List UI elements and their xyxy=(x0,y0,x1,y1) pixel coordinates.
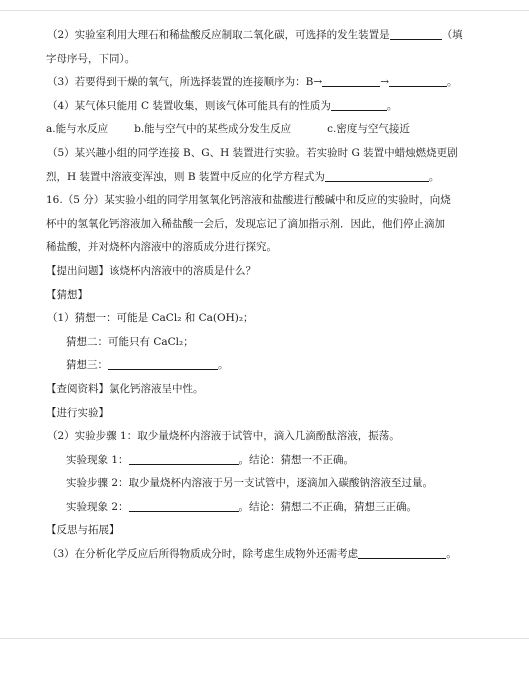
question-3 xyxy=(46,71,478,95)
answer-blank xyxy=(129,499,239,512)
question-16-line-2 xyxy=(46,213,478,237)
question-text: 稀盐酸，并对烧杯内溶液中的溶质成分进行探究。 xyxy=(46,241,277,254)
heading-text: 【查阅资料】氯化钙溶液呈中性。 xyxy=(46,382,204,395)
question-text: （2）实验室利用大理石和稀盐酸反应制取二氧化碳，可选择的发生装置是 xyxy=(47,29,390,41)
page-bottom-rule xyxy=(0,638,529,639)
answer-blank xyxy=(322,74,380,87)
hypothesis-text: （1）猜想一：可能是 CaCl₂ 和 Ca(OH)₂； xyxy=(47,312,254,325)
heading-text: 【进行实验】 xyxy=(46,406,109,419)
page-top-rule xyxy=(0,10,529,11)
reflection-question xyxy=(46,543,478,567)
hypothesis-1 xyxy=(46,307,478,331)
option-a: a.能与水反应 xyxy=(46,123,109,136)
hypothesis-3 xyxy=(46,354,478,378)
phenomenon-text: 实验现象 1： xyxy=(66,453,129,466)
question-text: （5）某兴趣小组的同学连接 B、G、H 装置进行实验。若实验时 G 装置中蜡烛燃烧更剧 xyxy=(47,146,458,159)
question-16-line-1 xyxy=(46,189,478,213)
section-heading-reflection xyxy=(46,519,478,543)
experiment-step-1 xyxy=(46,425,478,449)
step-text: （2）实验步骤 1：取少量烧杯内溶液于试管中，滴入几滴酚酞溶液，振荡。 xyxy=(47,430,400,443)
question-4 xyxy=(46,95,478,119)
section-heading-experiment xyxy=(46,402,478,426)
question-4-options xyxy=(46,118,478,142)
question-text: 字母序号，下同）。 xyxy=(46,52,136,65)
question-text: 。 xyxy=(447,76,458,89)
section-heading-reference xyxy=(46,378,478,402)
answer-blank xyxy=(325,169,429,182)
question-text: （填 xyxy=(441,29,463,41)
question-text: 杯中的氢氧化钙溶液加入稀盐酸一会后，发现忘记了滴加指示剂．因此，他们停止滴加 xyxy=(46,217,445,230)
question-text: （3）若要得到干燥的氧气，所选择装置的连接顺序为：B→ xyxy=(47,76,323,89)
hypothesis-text: 猜想三： xyxy=(66,359,108,372)
question-text: 烈，H 装置中溶液变浑浊，则 B 装置中反应的化学方程式为 xyxy=(46,170,325,183)
answer-blank xyxy=(389,74,447,87)
question-5-line-2 xyxy=(46,166,478,190)
exam-page xyxy=(46,24,478,567)
phenomenon-text: 实验现象 2： xyxy=(66,500,129,513)
hypothesis-2 xyxy=(46,331,478,355)
conclusion-text: 。结论：猜想二不正确，猜想三正确。 xyxy=(238,500,418,513)
question-2-line-1 xyxy=(46,24,478,48)
option-b: b.能与空气中的某些成分发生反应 xyxy=(134,123,292,136)
answer-blank xyxy=(331,98,387,111)
answer-blank xyxy=(358,546,446,559)
section-heading-hypothesis xyxy=(46,284,478,308)
answer-blank xyxy=(129,452,239,465)
phenomenon-2 xyxy=(46,496,478,520)
question-text: 。 xyxy=(218,359,229,372)
phenomenon-1 xyxy=(46,449,478,473)
option-c: c.密度与空气接近 xyxy=(327,123,410,136)
question-text: 16.（5 分）某实验小组的同学用氢氧化钙溶液和盐酸进行酸碱中和反应的实验时，向烧 xyxy=(46,194,451,207)
question-text: 。 xyxy=(428,170,440,183)
heading-text: 【提出问题】该烧杯内溶液中的溶质是什么？ xyxy=(46,264,256,277)
question-text: 。 xyxy=(446,548,457,561)
question-text: （4）某气体只能用 C 装置收集，则该气体可能具有的性质为 xyxy=(47,99,331,112)
heading-text: 【猜想】 xyxy=(46,288,88,301)
question-text: 。 xyxy=(386,99,398,112)
heading-text: 【反思与拓展】 xyxy=(46,524,120,537)
step-text: 实验步骤 2：取少量烧杯内溶液于另一支试管中，逐滴加入碳酸钠溶液至过量。 xyxy=(66,477,434,490)
question-16-line-3 xyxy=(46,236,478,260)
section-heading-problem xyxy=(46,260,478,284)
conclusion-text: 。结论：猜想一不正确。 xyxy=(238,453,355,466)
question-text: （3）在分析化学反应后所得物质成分时，除考虑生成物外还需考虑 xyxy=(47,548,359,561)
hypothesis-text: 猜想二：可能只有 CaCl₂； xyxy=(66,335,194,348)
question-2-line-2 xyxy=(46,48,478,72)
answer-blank xyxy=(390,27,442,40)
arrow: → xyxy=(380,76,390,89)
question-5-line-1 xyxy=(46,142,478,166)
experiment-step-2 xyxy=(46,472,478,496)
answer-blank xyxy=(108,357,218,370)
